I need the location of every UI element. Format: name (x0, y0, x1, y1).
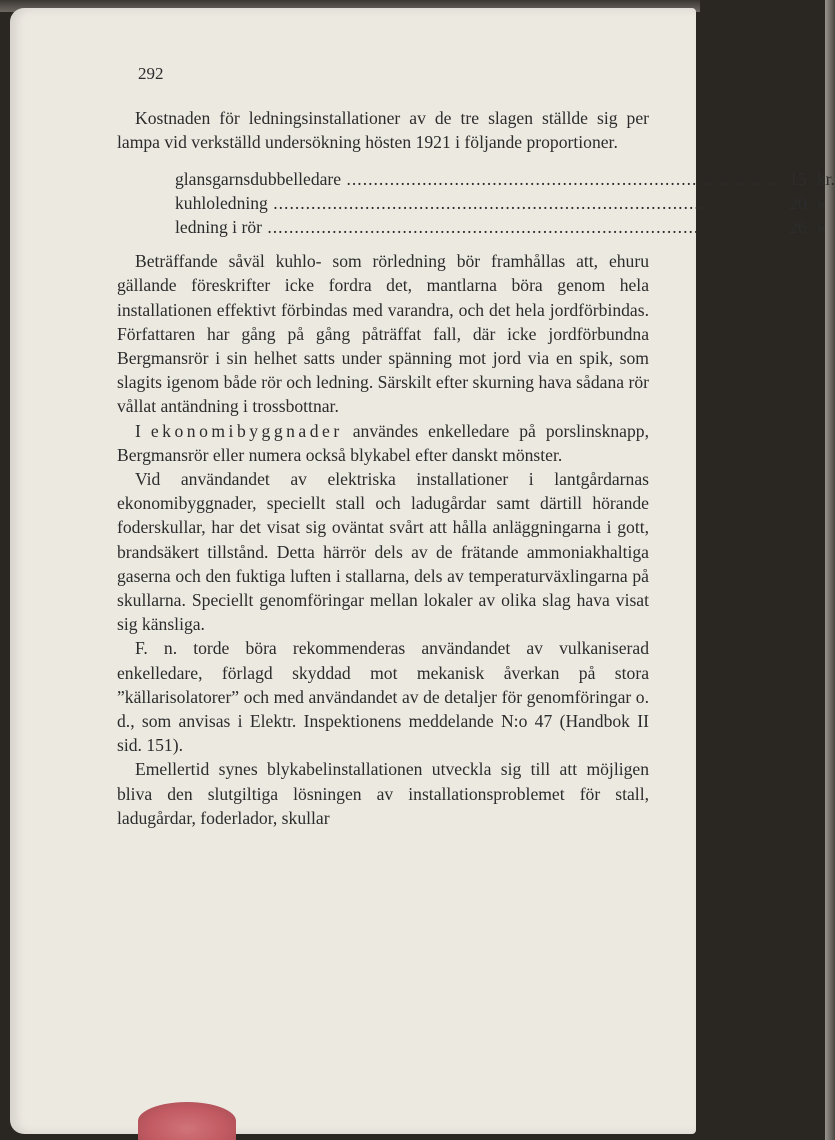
emphasized-term: ekonomibyggnader (150, 420, 343, 441)
price-item: ledning i rör ..... (175, 215, 789, 239)
price-unit: kr. (816, 168, 835, 189)
page-content (117, 52, 835, 830)
paragraph-recommendation: F. n. torde böra rekommenderas användandet av vulkaniserad enkelledare, förlagd skyddad mot mekanisk åverkan på stora ”källarisolatorer” och med användandet av de detaljer för genomföringar o. d., som anvisas i Elektr. Inspektionens meddelande N:o 47 (Handbok II sid. 151). (117, 638, 649, 756)
price-unit: » (816, 192, 826, 213)
price-item: glansgarnsdubbelledare ..... (175, 167, 789, 191)
paragraph-grounding: Beträffande såväl kuhlo- som rörledning bör framhållas att, ehuru gällande föreskrifter icke fordra det, mantlarna böra genom hela installationen effektivt förbindas med varandra, och det hela jordförbindas. Författaren har gång på gång påträffat fall, där icke jordförbundna Bergmansrör i sin helhet satts under spänning mot jord via en spik, som slagits igenom både rör och ledning. Särskilt efter skurning hava sådana rör vållat antändning i trossbottnar. (117, 251, 649, 417)
price-row (175, 215, 835, 239)
price-table (175, 167, 835, 240)
price-item: kuhloledning ..... (175, 191, 789, 215)
intro-paragraph: Kostnaden för ledningsinstallationer av de tre slagen ställde sig per lampa vid verkställd undersökning hösten 1921 i följande proportioner. (117, 108, 649, 153)
price-unit: » (816, 217, 826, 238)
price-amount: 20 (789, 192, 807, 213)
paragraph-farm-buildings: I ekonomibyggnader användes enkelledare på porslinsknapp, Bergmansrör eller numera också blykabel efter danskt mönster. (117, 420, 649, 465)
price-amount: 26 (789, 217, 807, 238)
price-row (175, 191, 835, 215)
thumb-holding-page (138, 1102, 236, 1140)
paragraph-lead-cable: Emellertid synes blykabelinstallationen utveckla sig till att möjligen bliva den slutgiltiga lösningen av installationsproblemet för stall, ladugårdar, foderlador, skullar (117, 759, 649, 828)
price-amount: 15 (789, 168, 807, 189)
paragraph-stables: Vid användandet av elektriska installationer i lantgårdarnas ekonomibyggnader, speciellt stall och ladugårdar samt därtill hörande foderskullar, har det visat sig oväntat svårt att hålla anläggningarna i gott, brandsäkert tillstånd. Detta härrör dels av de frätande ammoniakhaltiga gaserna och den fuktiga luften i stallarna, dels av temperaturväxlingarna på skullarna. Speciellt genomföringar mellan lokaler av olika slag hava visat sig känsliga. (117, 469, 649, 635)
page-number: 292 (138, 64, 164, 83)
price-row (175, 167, 835, 191)
